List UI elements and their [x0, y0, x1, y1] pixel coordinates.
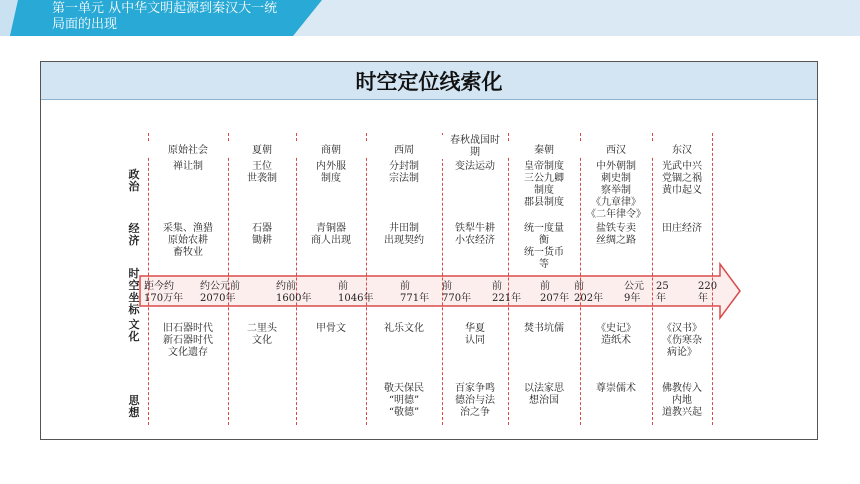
cell-politics: 变法运动: [455, 161, 495, 172]
cell-economy: 井田制 出现契约: [384, 223, 424, 246]
row-label-politics: 政治: [128, 168, 140, 193]
cell-economy: 青铜器 商人出现: [311, 223, 351, 246]
cell-culture: 华夏 认同: [465, 323, 485, 346]
cell-politics: 内外服 制度: [316, 161, 346, 184]
era-label: 东汉: [652, 141, 712, 156]
cell-thought: 百家争鸣 德治与法 治之争: [455, 383, 495, 418]
cell-economy: 石器 锄耕: [252, 223, 272, 246]
era-divider: [442, 133, 443, 425]
row-label-timeline: 时空坐标: [128, 267, 140, 316]
timeline-date-label: 220 年: [698, 281, 718, 304]
cell-culture: 焚书坑儒: [524, 323, 564, 334]
cell-culture: 旧石器时代 新石器时代 文化遗存: [163, 323, 213, 358]
cell-politics: 光武中兴 党锢之祸 黄巾起义: [662, 161, 702, 196]
era-label: 原始社会: [148, 141, 228, 156]
timeline-date-label: 前 1046年: [338, 281, 374, 304]
timeline-date-label: 约公元前 2070年: [200, 281, 240, 304]
timeline-date-label: 约前 1600年: [276, 281, 312, 304]
cell-politics: 皇帝制度 三公九卿 制度 郡县制度: [524, 161, 564, 208]
era-label: 夏朝: [228, 141, 296, 156]
timeline-diagram: [40, 61, 818, 440]
cell-thought: 以法家思 想治国: [524, 383, 564, 406]
cell-culture: 《汉书》 《伤寒杂 病论》: [662, 323, 702, 358]
timeline-date-label: 前 202年: [574, 281, 604, 304]
era-divider: [712, 133, 713, 425]
timeline-date-label: 公元 9年: [624, 281, 644, 304]
cell-economy: 盐铁专卖 丝绸之路: [596, 223, 636, 246]
era-label: 西周: [366, 141, 442, 156]
unit-title: 第一单元 从中华文明起源到秦汉大一统局面的出现: [52, 1, 278, 32]
row-label-thought: 思想: [128, 394, 140, 419]
cell-economy: 铁犁牛耕 小农经济: [455, 223, 495, 246]
era-divider: [148, 133, 149, 425]
row-label-economy: 经济: [128, 222, 140, 247]
timeline-date-label: 前 771年: [400, 281, 430, 304]
cell-thought: 尊崇儒术: [596, 383, 636, 394]
era-label: 商朝: [296, 141, 366, 156]
era-label: 秦朝: [508, 141, 580, 156]
cell-politics: 中外朝制 刺史制 察举制 《九章律》 《二年律令》: [586, 161, 646, 220]
cell-culture: 甲骨文: [316, 323, 346, 334]
cell-culture: 《史记》 造纸术: [596, 323, 636, 346]
page-title: 时空定位线索化: [355, 69, 503, 94]
timeline-date-label: 25 年: [656, 281, 669, 304]
row-label-culture: 文化: [128, 318, 140, 343]
cell-politics: 分封制 宗法制: [389, 161, 419, 184]
cell-culture: 礼乐文化: [384, 323, 424, 334]
timeline-date-label: 前 207年: [540, 281, 570, 304]
timeline-date-label: 距今约 170万年: [144, 281, 184, 304]
cell-thought: 敬天保民 “明德” “敬德”: [384, 383, 424, 418]
cell-politics: 王位 世袭制: [247, 161, 277, 184]
cell-culture: 二里头 文化: [247, 323, 277, 346]
cell-economy: 田庄经济: [662, 223, 702, 234]
cell-economy: 统一度量 衡 统一货币 等: [524, 223, 564, 270]
timeline-date-label: 前 221年: [492, 281, 522, 304]
cell-economy: 采集、渔猎 原始农耕 畜牧业: [163, 223, 213, 258]
era-label: 西汉: [580, 141, 652, 156]
timeline-date-label: 前 770年: [442, 281, 472, 304]
cell-politics: 禅让制: [173, 161, 203, 172]
cell-thought: 佛教传入 内地 道教兴起: [662, 383, 702, 418]
era-label: 春秋战国时期: [442, 135, 508, 159]
